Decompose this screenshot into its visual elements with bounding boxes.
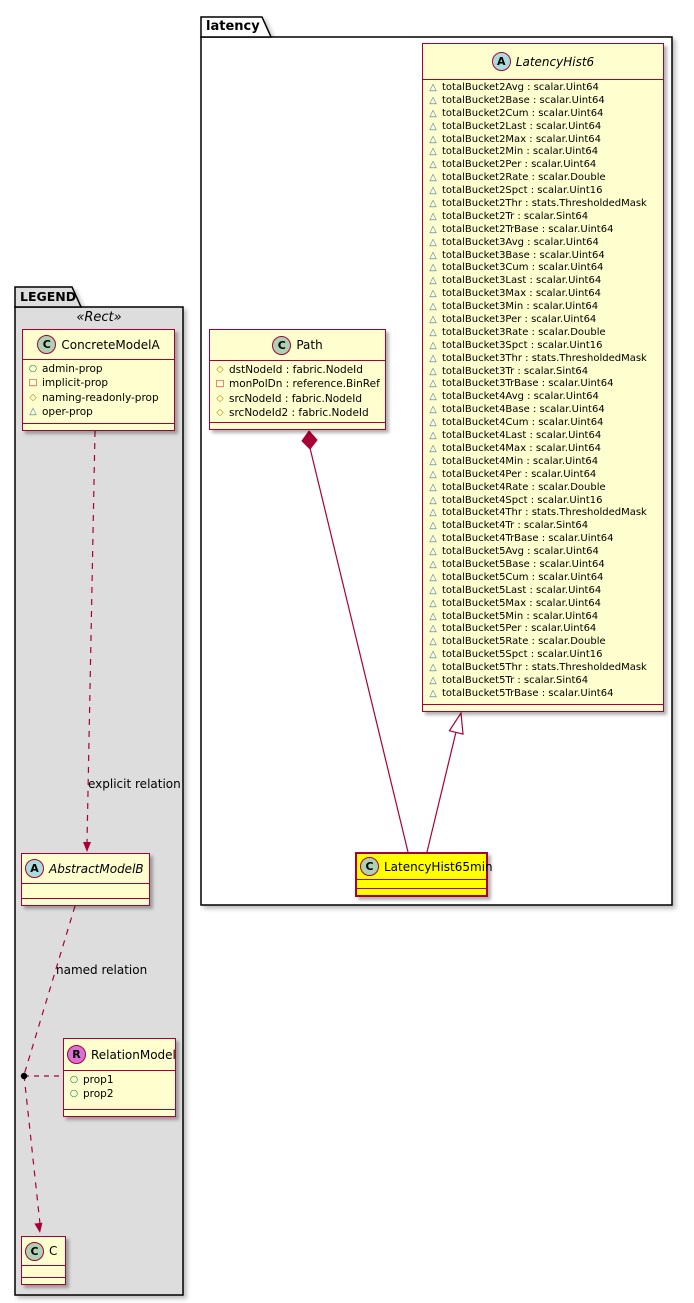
attribute-text: monPolDn : reference.BinRef (229, 378, 380, 391)
class-title: RelationModel (91, 1047, 176, 1062)
triangle-visibility-icon: △ (429, 597, 437, 609)
triangle-visibility-icon: △ (429, 133, 437, 145)
attribute-row (423, 288, 663, 301)
attribute-row (423, 275, 663, 288)
triangle-visibility-icon: △ (429, 301, 437, 313)
diamond-visibility-icon: ◇ (29, 391, 37, 403)
triangle-visibility-icon: △ (429, 94, 437, 106)
class-latency-hist65min (355, 852, 493, 897)
attribute-row (423, 456, 663, 469)
class-relation-model-header (64, 1039, 175, 1071)
class-title: LatencyHist6 (515, 54, 595, 69)
class-icon: C (360, 857, 379, 876)
triangle-visibility-icon: △ (429, 520, 437, 532)
attribute-text: totalBucket5Last : scalar.Uint64 (442, 584, 602, 596)
diamond-visibility-icon: ◇ (216, 392, 224, 404)
attribute-text: totalBucket4Min : scalar.Uint64 (442, 455, 599, 467)
attribute-text: totalBucket4Base : scalar.Uint64 (442, 404, 605, 416)
attribute-text: totalBucket4Avg : scalar.Uint64 (442, 391, 599, 403)
attribute-text: srcNodeId : fabric.NodeId (229, 392, 363, 405)
attribute-row (423, 301, 663, 314)
triangle-visibility-icon: △ (429, 172, 437, 184)
methods-compartment-empty (23, 423, 174, 430)
attribute-text: totalBucket5Spct : scalar.Uint16 (442, 649, 603, 661)
class-title: C (49, 1244, 58, 1258)
attribute-text: totalBucket4Cum : scalar.Uint64 (442, 417, 604, 429)
triangle-visibility-icon: △ (429, 687, 437, 699)
triangle-visibility-icon: △ (429, 288, 437, 300)
class-abstract-model-b (21, 853, 150, 906)
triangle-visibility-icon: △ (429, 546, 437, 558)
triangle-visibility-icon: △ (429, 533, 437, 545)
triangle-visibility-icon: △ (429, 468, 437, 480)
attribute-text: totalBucket3Rate : scalar.Double (442, 326, 606, 338)
attribute-text: totalBucket2Cum : scalar.Uint64 (442, 107, 604, 119)
square-visibility-icon: □ (215, 378, 225, 390)
attribute-row (423, 546, 663, 559)
class-concrete-model-a (22, 329, 175, 431)
triangle-visibility-icon: △ (429, 417, 437, 429)
attribute-row (23, 376, 174, 390)
triangle-visibility-icon: △ (429, 249, 437, 261)
triangle-visibility-icon: △ (429, 82, 437, 93)
attribute-row (423, 417, 663, 430)
triangle-visibility-icon: △ (429, 275, 437, 287)
attribute-list (64, 1071, 175, 1104)
attribute-text: totalBucket4Thr : stats.ThresholdedMask (442, 507, 647, 519)
attribute-row (64, 1073, 175, 1087)
attributes-compartment-empty (22, 883, 149, 890)
attribute-row (210, 392, 385, 406)
attribute-text: totalBucket5Max : scalar.Uint64 (442, 597, 602, 609)
attribute-row (423, 585, 663, 598)
class-icon: C (37, 335, 56, 354)
triangle-visibility-icon: △ (429, 339, 437, 351)
class-latency-hist65min-header (357, 854, 493, 879)
class-abstract-model-b-header (22, 854, 149, 883)
attribute-row (23, 362, 174, 376)
attributes-compartment-empty (357, 879, 486, 886)
attribute-list (210, 361, 385, 422)
attribute-text: totalBucket3Tr : scalar.Sint64 (442, 365, 589, 377)
legend-package-label: LEGEND (20, 289, 77, 304)
attribute-row (423, 314, 663, 327)
attribute-row (423, 250, 663, 263)
attribute-text: oper-prop (42, 405, 93, 418)
attribute-text: implicit-prop (42, 377, 109, 390)
triangle-visibility-icon: △ (429, 198, 437, 210)
triangle-visibility-icon: △ (429, 352, 437, 364)
methods-compartment-empty (210, 422, 385, 429)
attribute-text: totalBucket2Per : scalar.Uint64 (442, 159, 597, 171)
attribute-row (423, 237, 663, 250)
attribute-row (423, 391, 663, 404)
attribute-row (423, 469, 663, 482)
attribute-text: totalBucket3Last : scalar.Uint64 (442, 275, 602, 287)
class-icon: C (25, 1242, 44, 1261)
attribute-row (423, 134, 663, 147)
attribute-list (23, 360, 174, 421)
attribute-text: totalBucket3Per : scalar.Uint64 (442, 314, 597, 326)
attribute-row (423, 507, 663, 520)
legend-package-body (15, 307, 183, 1295)
attribute-row (423, 495, 663, 508)
triangle-visibility-icon: △ (429, 391, 437, 403)
attribute-row (423, 146, 663, 159)
attribute-row (423, 366, 663, 379)
class-concrete-model-a-header (23, 330, 174, 360)
attribute-text: prop2 (83, 1088, 114, 1101)
triangle-visibility-icon: △ (429, 649, 437, 661)
attribute-text: totalBucket5Thr : stats.ThresholdedMask (442, 662, 647, 674)
attribute-row (423, 95, 663, 108)
class-icon: C (272, 336, 291, 355)
attribute-text: totalBucket2TrBase : scalar.Uint64 (442, 223, 614, 235)
abstract-class-icon: A (492, 52, 511, 71)
triangle-visibility-icon: △ (429, 558, 437, 570)
methods-compartment-empty (64, 1109, 175, 1116)
relation-class-icon: R (67, 1045, 86, 1064)
triangle-visibility-icon: △ (429, 623, 437, 635)
attribute-row (423, 688, 663, 701)
attribute-row (423, 185, 663, 198)
class-title: Path (296, 338, 323, 352)
attribute-row (423, 108, 663, 121)
attribute-text: totalBucket2Min : scalar.Uint64 (442, 146, 599, 158)
triangle-visibility-icon: △ (429, 146, 437, 158)
methods-compartment-empty (22, 1277, 65, 1284)
triangle-visibility-icon: △ (429, 223, 437, 235)
triangle-visibility-icon: △ (429, 662, 437, 674)
attribute-row (423, 404, 663, 417)
attribute-row (423, 598, 663, 611)
diamond-visibility-icon: ◇ (216, 406, 224, 418)
legend-stereotype-label: «Rect» (76, 310, 122, 325)
class-path-header (210, 330, 385, 361)
attribute-text: totalBucket4Spct : scalar.Uint16 (442, 494, 603, 506)
class-latency-hist6 (422, 43, 664, 712)
attribute-row (210, 406, 385, 420)
attribute-text: totalBucket4Rate : scalar.Double (442, 481, 606, 493)
attribute-text: prop1 (83, 1074, 114, 1086)
triangle-visibility-icon: △ (29, 405, 37, 417)
attribute-row (423, 482, 663, 495)
triangle-visibility-icon: △ (429, 636, 437, 648)
class-path (209, 329, 386, 430)
triangle-visibility-icon: △ (429, 430, 437, 442)
attribute-text: totalBucket2Base : scalar.Uint64 (442, 94, 605, 106)
attribute-row (423, 443, 663, 456)
triangle-visibility-icon: △ (429, 455, 437, 467)
circle-visibility-icon: ○ (28, 363, 38, 374)
attribute-row (423, 211, 663, 224)
class-title: ConcreteModelA (61, 337, 160, 352)
triangle-visibility-icon: △ (429, 210, 437, 222)
triangle-visibility-icon: △ (429, 120, 437, 132)
attribute-row (423, 353, 663, 366)
triangle-visibility-icon: △ (429, 584, 437, 596)
triangle-visibility-icon: △ (429, 107, 437, 119)
attribute-row (64, 1087, 175, 1101)
circle-visibility-icon: ○ (69, 1088, 79, 1100)
attribute-text: totalBucket2Max : scalar.Uint64 (442, 133, 602, 145)
attributes-compartment-empty (22, 1265, 65, 1272)
triangle-visibility-icon: △ (429, 159, 437, 171)
attribute-text: totalBucket5Rate : scalar.Double (442, 636, 606, 648)
triangle-visibility-icon: △ (429, 326, 437, 338)
triangle-visibility-icon: △ (429, 404, 437, 416)
triangle-visibility-icon: △ (429, 314, 437, 326)
attribute-text: totalBucket3Base : scalar.Uint64 (442, 249, 605, 261)
attribute-row (423, 224, 663, 237)
triangle-visibility-icon: △ (429, 494, 437, 506)
attribute-text: totalBucket4Last : scalar.Uint64 (442, 430, 602, 442)
attribute-text: totalBucket3Min : scalar.Uint64 (442, 301, 599, 313)
attribute-text: totalBucket4Tr : scalar.Sint64 (442, 520, 589, 532)
attribute-text: totalBucket5TrBase : scalar.Uint64 (442, 687, 614, 699)
class-latency-hist6-header (423, 44, 663, 80)
legend-package (15, 287, 183, 1295)
attribute-row (423, 649, 663, 662)
attribute-text: totalBucket4TrBase : scalar.Uint64 (442, 533, 614, 545)
attribute-row (423, 159, 663, 172)
attribute-text: dstNodeId : fabric.NodeId (229, 364, 363, 376)
attribute-row (23, 391, 174, 405)
attribute-text: totalBucket5Tr : scalar.Sint64 (442, 674, 589, 686)
circle-visibility-icon: ○ (69, 1074, 79, 1085)
attribute-text: totalBucket2Thr : stats.ThresholdedMask (442, 198, 647, 210)
attribute-text: totalBucket3Avg : scalar.Uint64 (442, 236, 599, 248)
attribute-row (423, 611, 663, 624)
square-visibility-icon: □ (28, 377, 38, 389)
attribute-text: admin-prop (42, 363, 103, 375)
attribute-text: totalBucket4Per : scalar.Uint64 (442, 468, 597, 480)
attribute-text: naming-readonly-prop (42, 391, 159, 404)
methods-compartment-empty (357, 888, 486, 895)
attribute-row (423, 662, 663, 675)
triangle-visibility-icon: △ (429, 185, 437, 197)
attribute-row (423, 533, 663, 546)
attribute-row (210, 377, 385, 391)
triangle-visibility-icon: △ (429, 442, 437, 454)
diamond-visibility-icon: ◇ (216, 364, 224, 375)
attribute-row (423, 262, 663, 275)
attribute-row (423, 327, 663, 340)
attribute-row (210, 363, 385, 377)
attribute-row (423, 172, 663, 185)
class-title: LatencyHist65min (384, 859, 493, 874)
triangle-visibility-icon: △ (429, 481, 437, 493)
methods-compartment-empty (22, 898, 149, 905)
attribute-row (423, 572, 663, 585)
attribute-text: totalBucket3Cum : scalar.Uint64 (442, 262, 604, 274)
attribute-list (423, 80, 663, 703)
attribute-text: totalBucket2Avg : scalar.Uint64 (442, 82, 599, 93)
attribute-text: totalBucket5Per : scalar.Uint64 (442, 623, 597, 635)
attribute-row (423, 378, 663, 391)
attribute-row (423, 82, 663, 95)
attribute-row (423, 559, 663, 572)
attribute-row (423, 198, 663, 211)
attribute-text: totalBucket2Spct : scalar.Uint16 (442, 185, 603, 197)
triangle-visibility-icon: △ (429, 378, 437, 390)
attribute-row (423, 340, 663, 353)
class-title: AbstractModelB (49, 861, 144, 876)
triangle-visibility-icon: △ (429, 236, 437, 248)
attribute-row (423, 636, 663, 649)
class-relation-model (63, 1038, 176, 1117)
attribute-text: totalBucket2Tr : scalar.Sint64 (442, 210, 589, 222)
named-relation-label: named relation (56, 963, 148, 977)
attribute-row (23, 405, 174, 419)
attribute-row (423, 121, 663, 134)
triangle-visibility-icon: △ (429, 571, 437, 583)
attribute-text: totalBucket5Min : scalar.Uint64 (442, 610, 599, 622)
attribute-text: totalBucket2Rate : scalar.Double (442, 172, 606, 184)
attribute-text: srcNodeId2 : fabric.NodeId (229, 406, 369, 419)
abstract-class-icon: A (25, 859, 44, 878)
attribute-row (423, 430, 663, 443)
methods-compartment-empty (423, 704, 663, 711)
attribute-text: totalBucket5Avg : scalar.Uint64 (442, 546, 599, 558)
attribute-row (423, 675, 663, 688)
attribute-text: totalBucket3Spct : scalar.Uint16 (442, 339, 603, 351)
triangle-visibility-icon: △ (429, 674, 437, 686)
attribute-text: totalBucket4Max : scalar.Uint64 (442, 442, 602, 454)
triangle-visibility-icon: △ (429, 365, 437, 377)
attribute-text: totalBucket3TrBase : scalar.Uint64 (442, 378, 614, 390)
class-c (21, 1236, 66, 1285)
latency-package-label: latency (206, 19, 260, 34)
attribute-text: totalBucket2Last : scalar.Uint64 (442, 120, 602, 132)
attribute-text: totalBucket3Thr : stats.ThresholdedMask (442, 352, 647, 364)
explicit-relation-label: explicit relation (88, 777, 181, 791)
triangle-visibility-icon: △ (429, 262, 437, 274)
attribute-text: totalBucket3Max : scalar.Uint64 (442, 288, 602, 300)
attribute-text: totalBucket5Cum : scalar.Uint64 (442, 571, 604, 583)
triangle-visibility-icon: △ (429, 507, 437, 519)
attribute-text: totalBucket5Base : scalar.Uint64 (442, 558, 605, 570)
class-c-header (22, 1237, 65, 1265)
triangle-visibility-icon: △ (429, 610, 437, 622)
attribute-row (423, 520, 663, 533)
attribute-row (423, 623, 663, 636)
relation-anchor-dot (21, 1073, 27, 1079)
